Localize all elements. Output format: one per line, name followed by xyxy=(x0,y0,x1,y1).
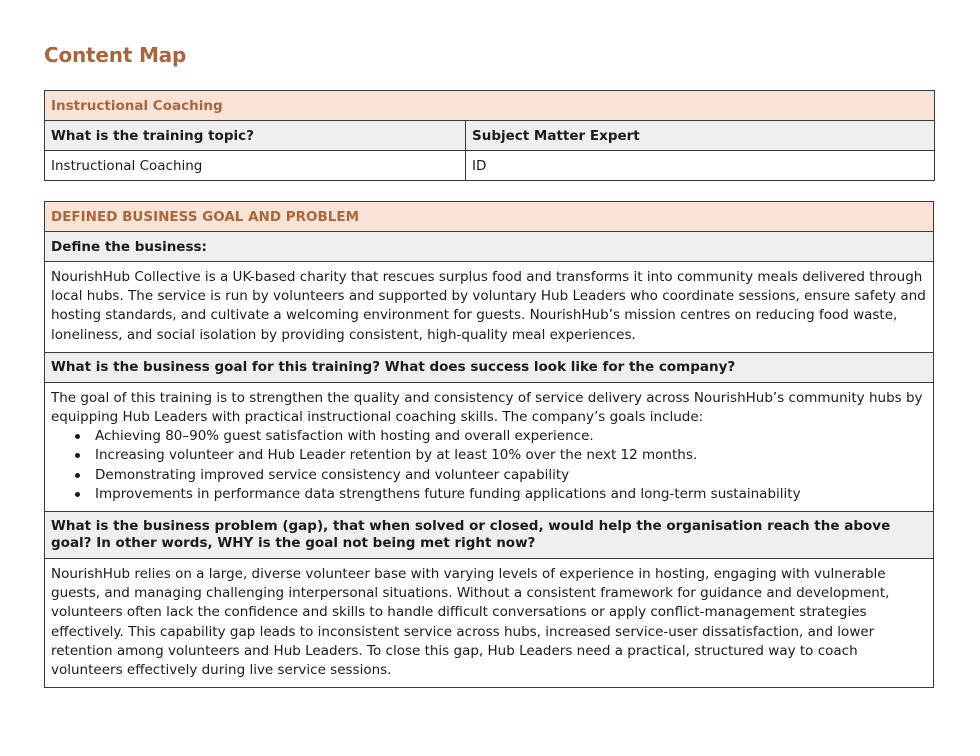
business-goal-question: What is the business goal for this training? What does success look like for the company? xyxy=(45,352,934,382)
business-goal-answer xyxy=(45,382,934,511)
define-business-question: Define the business: xyxy=(45,232,934,262)
training-topic-header: Instructional Coaching xyxy=(45,91,935,121)
list-item: Demonstrating improved service consistency and volunteer capability xyxy=(95,466,927,485)
goals-list xyxy=(51,427,927,504)
business-goal-table xyxy=(44,201,934,688)
business-goal-intro: The goal of this training is to strengthen the quality and consistency of service delivery across NourishHub’s community hubs by equipping Hub Leaders with practical instructional coaching skills. The company’s goals include: xyxy=(51,389,923,426)
training-topic-value: Instructional Coaching xyxy=(45,151,466,181)
list-item: Improvements in performance data strengthens future funding applications and long-term sustainability xyxy=(95,485,927,504)
define-business-answer: NourishHub Collective is a UK-based charity that rescues surplus food and transforms it into community meals delivered through local hubs. The service is run by volunteers and supported by voluntary Hub Leaders who coordinate sessions, ensure safety and hosting standards, and cultivate a welcoming environment for guests. NourishHub’s mission centres on reducing food waste, loneliness, and social isolation by providing consistent, high-quality meal experiences. xyxy=(45,262,934,353)
business-problem-question: What is the business problem (gap), that when solved or closed, would help the organisation reach the above goal? In other words, WHY is the goal not being met right now? xyxy=(45,512,934,559)
training-topic-table xyxy=(44,90,935,181)
sme-value: ID xyxy=(466,151,935,181)
sme-label: Subject Matter Expert xyxy=(466,121,935,151)
training-topic-label: What is the training topic? xyxy=(45,121,466,151)
business-goal-header: DEFINED BUSINESS GOAL AND PROBLEM xyxy=(45,202,934,232)
business-problem-answer: NourishHub relies on a large, diverse volunteer base with varying levels of experience in hosting, engaging with vulnerable guests, and managing challenging interpersonal situations. Without a consistent framework for guidance and development, volunteers often lack the confidence and skills to handle difficult conversations or apply conflict-management strategies effectively. This capability gap leads to inconsistent service across hubs, increased service-user dissatisfaction, and lower retention among volunteers and Hub Leaders. To close this gap, Hub Leaders need a practical, structured way to coach volunteers effectively during live service sessions. xyxy=(45,559,934,688)
list-item: Increasing volunteer and Hub Leader retention by at least 10% over the next 12 months. xyxy=(95,446,927,465)
list-item: Achieving 80–90% guest satisfaction with hosting and overall experience. xyxy=(95,427,927,446)
page-title: Content Map xyxy=(44,43,187,67)
